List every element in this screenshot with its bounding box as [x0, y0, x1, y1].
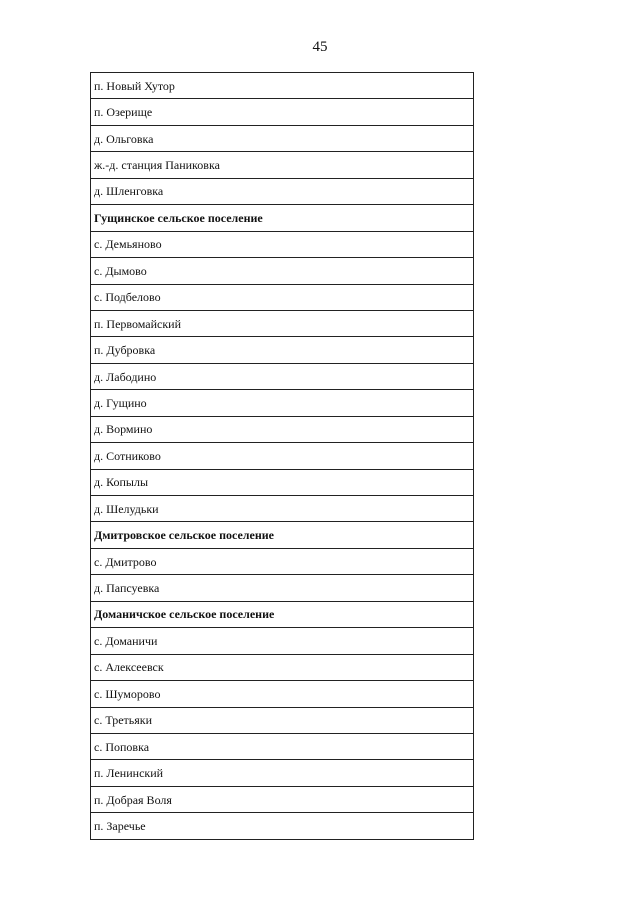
table-row: [91, 152, 474, 178]
settlement-group-row: [91, 205, 474, 231]
settlement-name: д. Гущино: [91, 390, 474, 416]
table-row: [91, 258, 474, 284]
table-row: [91, 310, 474, 336]
table-row: [91, 813, 474, 839]
table-row: [91, 231, 474, 257]
settlements-table-body: [91, 73, 474, 840]
settlement-name: с. Алексеевск: [91, 654, 474, 680]
table-row: [91, 469, 474, 495]
settlement-name: с. Третьяки: [91, 707, 474, 733]
settlements-table: [90, 72, 474, 840]
table-row: [91, 337, 474, 363]
settlement-name: с. Демьяново: [91, 231, 474, 257]
table-row: [91, 760, 474, 786]
settlement-group-heading: Дмитровское сельское поселение: [91, 522, 474, 548]
table-row: [91, 654, 474, 680]
table-row: [91, 99, 474, 125]
settlement-name: с. Дымово: [91, 258, 474, 284]
table-row: [91, 363, 474, 389]
settlement-name: ж.-д. станция Паниковка: [91, 152, 474, 178]
settlement-name: д. Шелудьки: [91, 496, 474, 522]
settlement-name: п. Заречье: [91, 813, 474, 839]
table-row: [91, 733, 474, 759]
settlement-name: п. Дубровка: [91, 337, 474, 363]
settlement-group-row: [91, 522, 474, 548]
settlement-name: п. Ленинский: [91, 760, 474, 786]
settlement-name: д. Копылы: [91, 469, 474, 495]
settlement-name: с. Подбелово: [91, 284, 474, 310]
page-number: 45: [312, 39, 328, 55]
settlement-group-heading: Доманичское сельское поселение: [91, 601, 474, 627]
table-row: [91, 575, 474, 601]
settlement-group-row: [91, 601, 474, 627]
settlement-name: п. Первомайский: [91, 310, 474, 336]
table-row: [91, 548, 474, 574]
table-row: [91, 284, 474, 310]
settlement-name: п. Озерище: [91, 99, 474, 125]
settlement-name: д. Сотниково: [91, 443, 474, 469]
table-row: [91, 73, 474, 99]
table-row: [91, 178, 474, 204]
table-row: [91, 496, 474, 522]
settlement-name: п. Новый Хутор: [91, 73, 474, 99]
settlement-name: д. Папсуевка: [91, 575, 474, 601]
table-row: [91, 707, 474, 733]
settlement-name: д. Ольговка: [91, 125, 474, 151]
table-row: [91, 390, 474, 416]
settlement-name: д. Шленговка: [91, 178, 474, 204]
settlement-name: д. Вормино: [91, 416, 474, 442]
settlement-name: п. Добрая Воля: [91, 786, 474, 812]
settlement-name: д. Лабодино: [91, 363, 474, 389]
table-row: [91, 443, 474, 469]
table-row: [91, 416, 474, 442]
settlement-group-heading: Гущинское сельское поселение: [91, 205, 474, 231]
settlement-name: с. Шуморово: [91, 681, 474, 707]
table-row: [91, 125, 474, 151]
table-row: [91, 628, 474, 654]
table-row: [91, 681, 474, 707]
settlement-name: с. Дмитрово: [91, 548, 474, 574]
table-row: [91, 786, 474, 812]
settlement-name: с. Доманичи: [91, 628, 474, 654]
settlement-name: с. Поповка: [91, 733, 474, 759]
